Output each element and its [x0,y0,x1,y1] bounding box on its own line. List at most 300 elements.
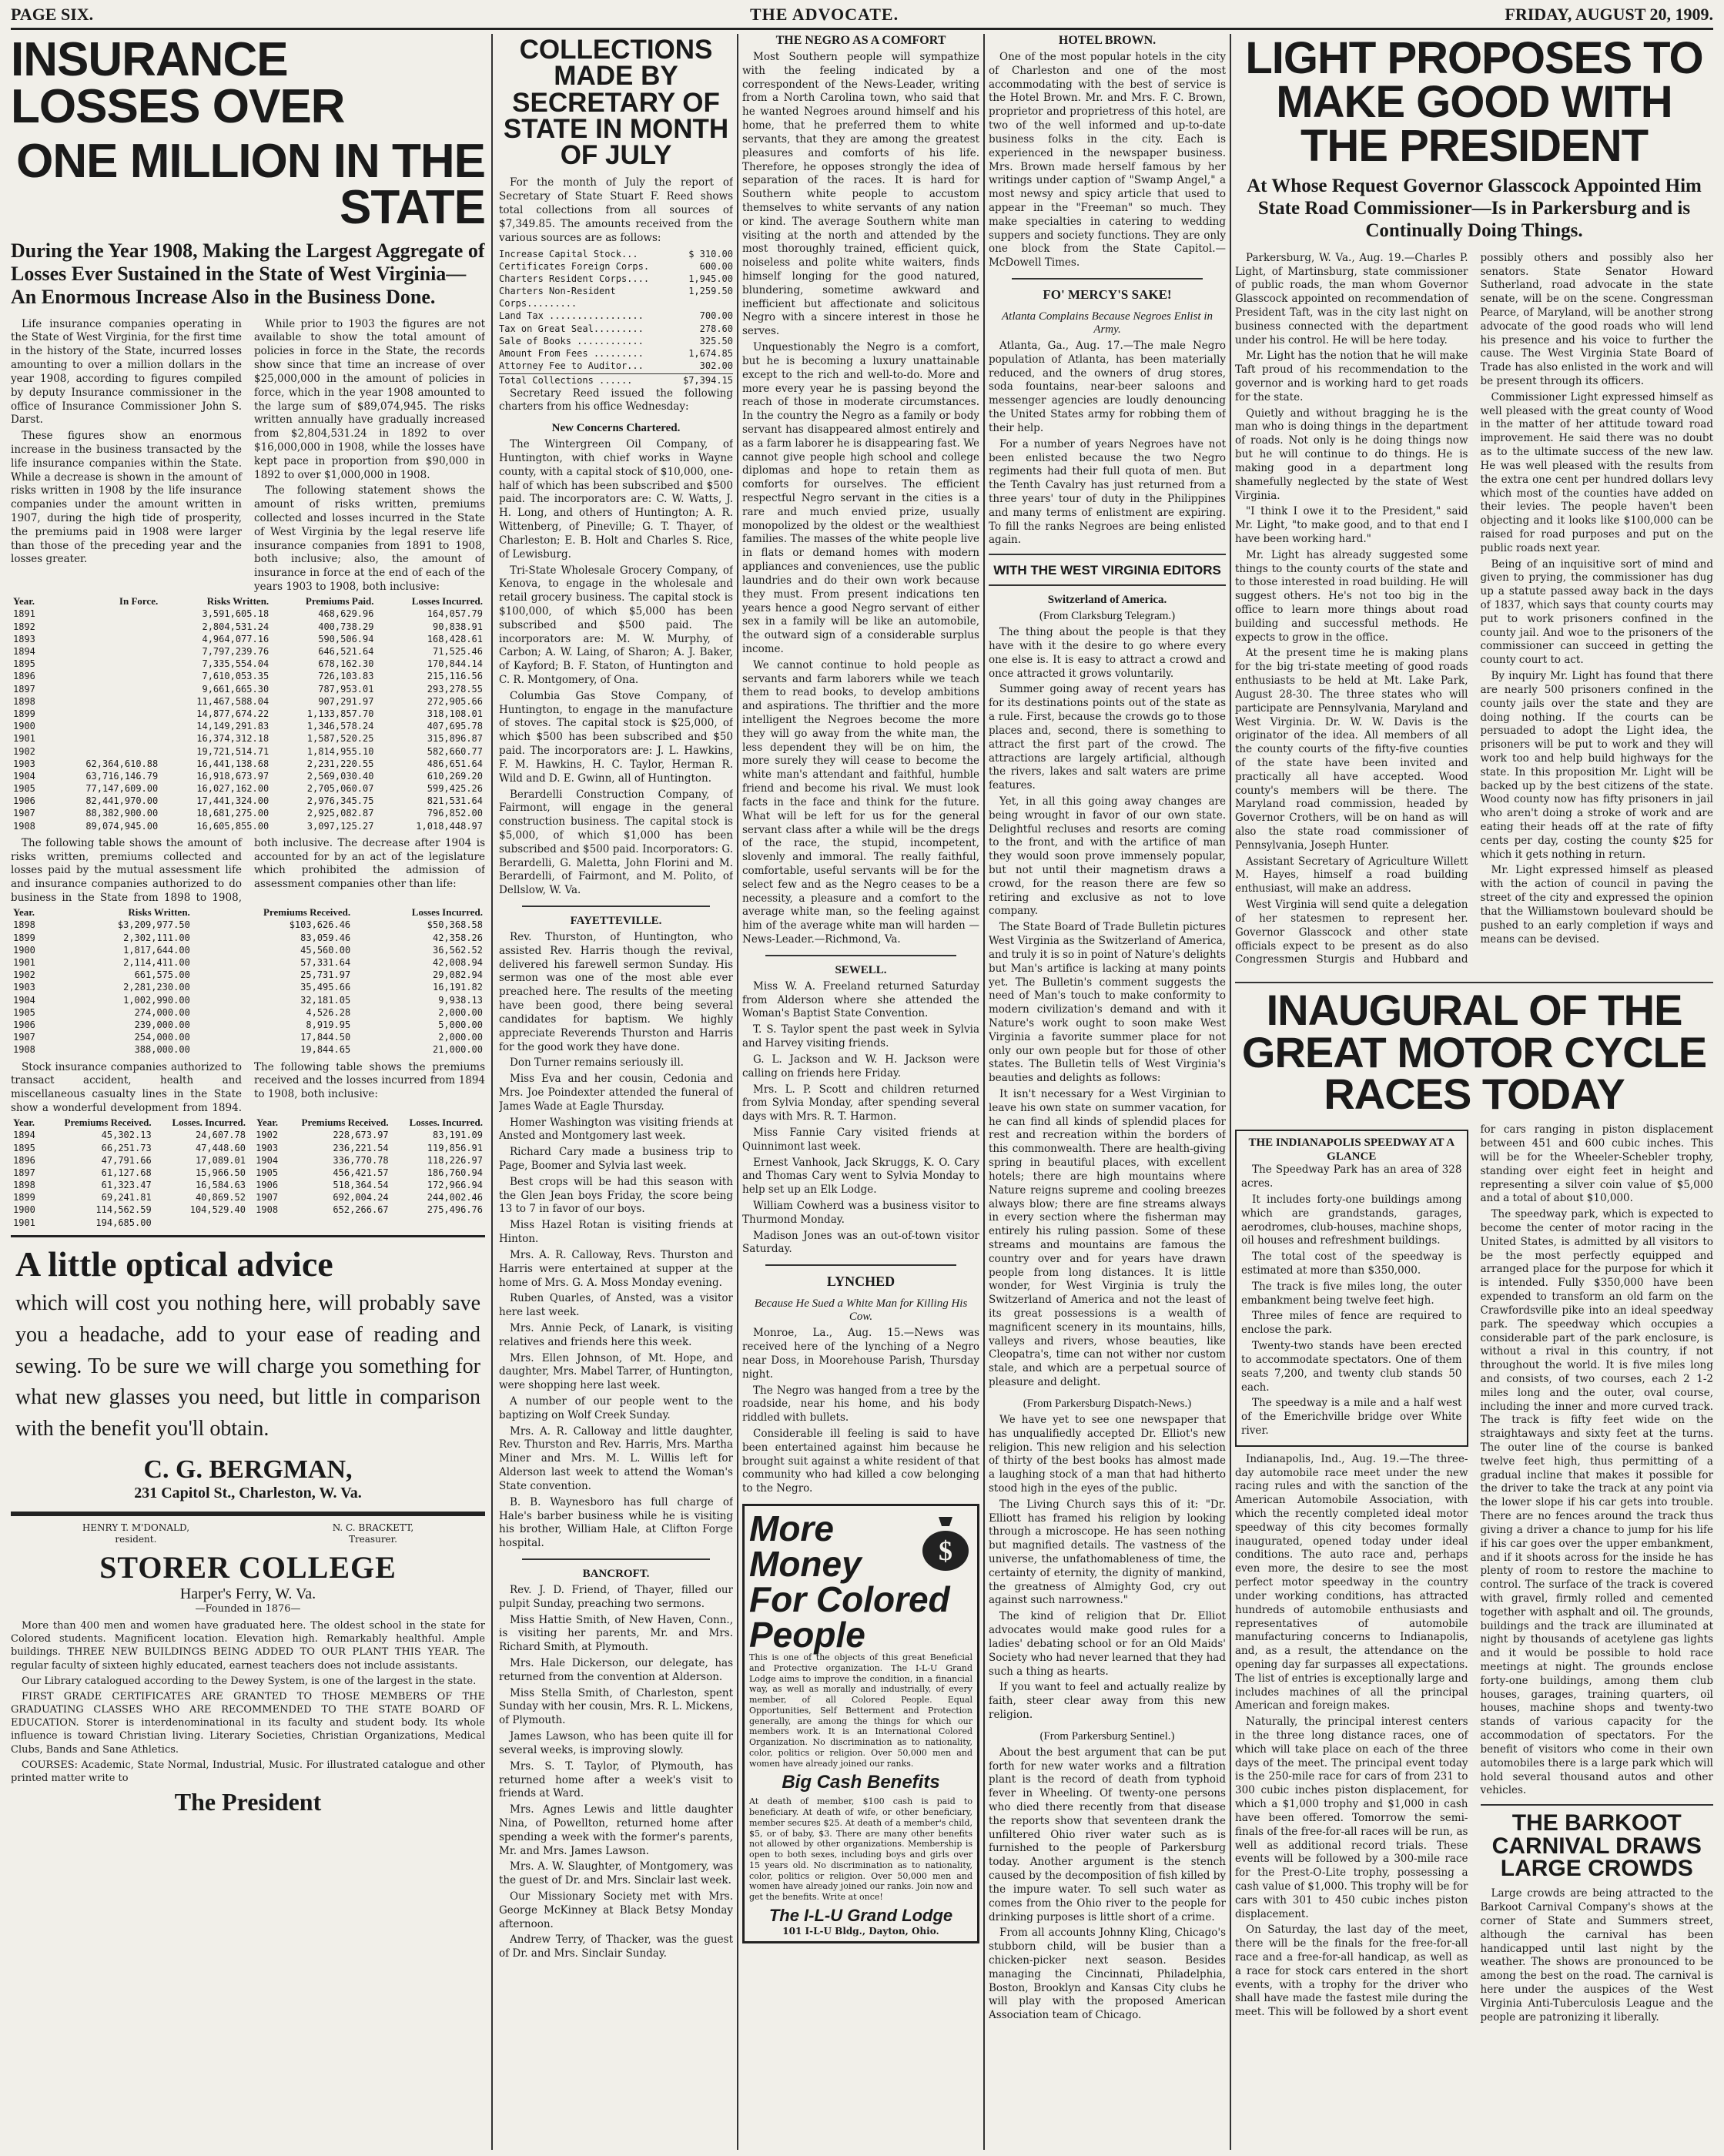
lynched-subhead: Because He Sued a White Man for Killing His Cow. [754,1297,968,1324]
table-cell: 40,869.52 [195,1192,246,1204]
table-cell: 1898 [13,1180,35,1191]
table-header: Premiums Received. [64,1116,152,1128]
news-item: Andrew Terry, of Thacker, was the guest of Dr. and Mrs. Sinclair Sunday. [499,1933,733,1960]
table-cell: 1907 [13,808,35,819]
stock-companies-table [11,1116,485,1229]
news-item: Ernest Vanhook, Jack Skruggs, K. O. Cary and Thomas Cary went to Sylvia Monday to help set up an Elk Lodge. [742,1156,979,1197]
article-paragraph: For the month of July the report of Secretary of State Stuart F. Reed shows total collections from all sources of $7,349.85. The amounts received from the various sources are as follows: [499,176,733,244]
table-cell: 57,331.64 [300,957,351,969]
officer-name: N. C. BRACKETT, [332,1522,414,1534]
table-cell: 15,966.50 [195,1167,246,1178]
table-row [11,969,485,981]
table-cell: 16,027,162.00 [196,783,269,795]
table-cell: 82,441,970.00 [85,795,159,807]
table-cell: 3,097,125.27 [306,820,374,832]
table-cell: 2,000.00 [438,1032,483,1043]
article-paragraph: West Virginia will send quite a delegation of her statesmen to represent her. Governor Glasscock and other state officials expect to be present as do also Congressmen Sturgis and Hubbard and possibly others and possibly also her senators. State Senator Howard Sutherland, road advocate in the state senate, will be on the scene. Congressman Pearce, of Maryland, will be another strong advocate of the good roads who will lend his presence and his voice to further the cause. The West Virginia State Board of Trade has also enlisted in the work and will be present through its officers. [1235,251,1713,966]
table-header: Year. [13,1116,35,1128]
table-cell: 1897 [13,683,35,695]
news-item: Mrs. A. R. Calloway, Revs. Thurston and Harris were entertained at supper at the home of Mrs. G. A. Moss Monday evening. [499,1248,733,1289]
table-cell: 104,529.40 [189,1204,246,1216]
optical-ad-name: C. G. BERGMAN, [143,1455,353,1485]
article-paragraph: From all accounts Johnny Kling, Chicago's stubborn child, will be busier than a chicken-picker next season. Besides managing the Cincinnati, Philadelphia, Boston, Brooklyn and Kansas City clubs he will play with the proposed American Association team of Chicago. [989,1927,1226,2022]
table-cell [280,1217,391,1229]
table-cell: 83,191.09 [432,1130,483,1141]
article-paragraph: Indianapolis, Ind., Aug. 19.—The three-day automobile race meet under the new racing rules and with the sanction of the American Automobile Association, with which the recently completed ideal motor speedway of this city becomes formally inaugurated, opened today under ideal conditions. The auto race and, perhaps even more, the desire to see the most perfect motor speedway in the country under working conditions, has attracted hundreds of automobile enthusiasts and representatives of automobile manufacturing concerns to Indianapolis, and, as a result, the attendance on the opening day far surpasses all expectations. The list of entries is exceptionally large and includes machines of all the principal American and foreign makes. [1235,1452,1468,1712]
table-cell: 47,448.60 [195,1142,246,1153]
table-cell: 1906 [13,1019,35,1030]
news-item: Miss Fannie Cary visited friends at Quinnimont last week. [742,1126,979,1153]
table-row [11,1179,485,1191]
article-paragraph: Life insurance companies operating in the State of West Virginia, for the first time in the history of the State, incurred losses amounting to over a million dollars in the year 1908, according to figures compiled by deputy Insurance commissioner in the office of Insurance Commissioner John S. Darst. [11,317,242,427]
table-row [11,1019,485,1031]
table-cell: 42,358.26 [432,932,483,943]
table-row [11,720,485,732]
table-cell: 88,382,900.00 [85,808,159,819]
table-header: Year. [13,594,35,607]
table-row [11,956,485,969]
table-cell: 2,925,082.87 [306,808,374,819]
table-cell: 1908 [13,820,35,832]
storer-paragraph: Our Library catalogued according to the Dewey System, is one of the largest in the state. [22,1675,477,1687]
table-cell: 2,302,111.00 [123,932,190,943]
table-row [11,758,485,770]
news-item: A number of our people went to the baptizing on Wolf Creek Sunday. [499,1395,733,1421]
motorcycle-headline: INAUGURAL OF THE GREAT MOTOR CYCLE RACES TODAY [1241,985,1707,1119]
table-cell [49,708,160,720]
light-deck: At Whose Request Governor Glasscock Appointed Him State Road Commissioner—Is in Parkersburg and is Continually Doing Things. [1247,176,1702,241]
table-cell: 796,852.00 [427,808,483,819]
news-item: Mrs. Hale Dickerson, our delegate, has returned from the convention at Alderson. [499,1657,733,1683]
table-row [11,708,485,720]
table-cell: 468,629.96 [318,608,374,620]
news-item: Homer Washington was visiting friends at Ansted and Montgomery last week. [499,1116,733,1143]
table-cell: 186,760.94 [427,1167,483,1178]
table-cell: 1897 [13,1167,35,1178]
news-item: Rev. J. D. Friend, of Thayer, filled our pulpit Sunday, preaching two sermons. [499,1583,733,1610]
table-cell: 456,421.57 [333,1167,389,1178]
dispatch-source: (From Parkersburg Dispatch-News.) [1023,1397,1192,1410]
money-ad-title: More Money For Colored People [749,1508,950,1655]
table-cell: 388,000.00 [134,1044,190,1056]
table-cell: 1,002,990.00 [123,994,190,1006]
article-paragraph: If you want to feel and actually realize by faith, steer clear away from this new religion. [989,1681,1226,1721]
motorcycle-body [1235,1123,1713,2024]
table-cell: 1893 [13,633,35,644]
table-cell: 16,584.63 [195,1180,246,1191]
column-insurance [11,34,485,2150]
table-cell: 9,661,665.30 [202,683,269,695]
table-cell: 47,791.66 [101,1154,152,1166]
article-paragraph: The following table shows the amount of risks written, premiums collected and losses paid by the mutual assessment life and insurance companies authorized to do business in the State from 1898 to 1908, both inclusive. The decrease after 1904 is accounted for by an act of the legislature which prohibited the admission of assessment companies other than life: [11,836,485,905]
list-item: Amount From Fees ......... 1,674.85 [499,348,733,360]
speedway-fact: Three miles of fence are required to enclose the park. [1241,1310,1462,1337]
table-header: Risks Written. [206,594,269,607]
list-item: Charters Non-Resident Corps......... 1,259.50 [499,286,733,310]
table-cell [49,683,160,695]
table-cell: 1895 [13,658,35,670]
insurance-headline-2: ONE MILLION IN THE STATE [16,134,485,235]
fayetteville-items [499,931,733,1551]
storer-title: STORER COLLEGE [99,1550,397,1585]
speedway-fact: It includes forty-one buildings among which are grandstands, garages, aerodromes, club-houses, machine shops, oil houses and refreshment buildings. [1241,1193,1462,1247]
table-cell: 2,281,230.00 [123,982,190,993]
table-row [11,633,485,645]
speedway-fact: The track is five miles long, the outer embankment being twelve feet high. [1241,1280,1462,1307]
table-cell: 336,770.78 [333,1154,389,1166]
storer-founded: —Founded in 1876— [195,1603,301,1615]
storer-paragraph: More than 400 men and women have graduated here. The oldest school in the state for Colored students. Magnificent location. Elevation high. Remarkably healthful. Ample buildings. THREE NEW BUILDINGS BEING ADDED TO OUR PLANT THIS YEAR. The regular faculty of sixteen highly educated, earnest teachers does not include assistants. [11,1620,485,1672]
table-cell: 1901 [13,733,35,745]
table-cell: 19,721,514.71 [196,745,269,757]
table-cell: 1899 [13,1192,35,1204]
table-header: Premiums Paid. [305,594,374,607]
table-cell: $103,626.46 [289,919,351,931]
article-paragraph: On Saturday, the last day of the meet, there will be the finals for the free-for-all race and a free-for-all handicap, as well as a race for stock cars entered in the short events, with a trophy for the driver who shall have made the fastest mile during the meet. This will be followed by a short event for cars ranging in piston displacement between 451 and 600 cubic inches. This will be for the Wheeler-Schebler trophy, standing over eight feet in height and representing a silver coin value of $5,000 and a total of about $10,000. [1235,1123,1713,2019]
table-cell: 62,364,610.88 [85,758,159,769]
table-cell: 661,575.00 [134,969,190,981]
insurance-headline-1: INSURANCE LOSSES OVER [11,34,345,133]
table-cell: 66,251.73 [101,1142,152,1153]
insurance-deck: During the Year 1908, Making the Largest Aggregate of Losses Ever Sustained in the State of West Virginia—An Enormous Increase Also in the Business Done. [11,239,485,308]
life-insurance-table [11,594,485,832]
money-bag-icon [919,1511,972,1572]
table-cell: 19,844.65 [300,1044,351,1056]
table-cell: 2,976,345.75 [306,795,374,807]
table-row [11,1204,485,1216]
mercy-subhead: Atlanta Complains Because Negroes Enlist in Army. [1001,310,1213,336]
table-row [11,981,485,993]
article-paragraph: Quietly and without bragging he is the man who is doing things in the department of roads. Not only is he doing things now but he will continue to do things. He is making good in a department long shamefully neglected by the state of West Virginia. [1235,407,1468,502]
article-paragraph: Tri-State Wholesale Grocery Company, of Kenova, to engage in the wholesale and retail grocery business. The capital stock is $100,000, of which $5,000 has been subscribed and $500 paid. The incorporators are: M. W. Murphy, of Carbon; A. W. Laing, of Sharon; A. J. Baker, of Kayford; B. F. Staton, of Huntington and C. R. Montgomery, of Ona. [499,564,733,687]
table-cell: 272,905.66 [427,695,483,707]
table-cell: 407,695.78 [427,721,483,732]
editors-head: WITH THE WEST VIRGINIA EDITORS [993,563,1221,578]
table-row [11,608,485,620]
collections-list [499,248,733,373]
table-cell: 42,008.94 [432,957,483,969]
table-cell: 1,346,578.24 [306,721,374,732]
storer-footer: The President [174,1788,322,1816]
table-row [11,745,485,758]
table-row [11,820,485,832]
officer-title: Treasurer. [348,1533,397,1545]
table-cell: 36,562.52 [432,944,483,956]
table-cell: 274,000.00 [134,1006,190,1018]
column-collections [499,34,733,2150]
article-paragraph: Monroe, La., Aug. 15.—News was received here of the lynching of a Negro near Doss, in Moorehouse Parish, Thursday night. [742,1327,979,1381]
money-ad-paragraph: At death of member, $100 cash is paid to beneficiary. At death of wife, or other beneficiary, member secures $25. At death of a member's child, $5, or of baby, $3. There are many other benefits not allowed by other organizations. Membership is open to both sexes, including boys and girls over 15 years old. No discrimination as to nationality, color, politics or religion. Over 50,000 men and women have already joined our ranks. Join now and get the benefits. Write at once! [749,1796,972,1902]
table-cell: 907,291.97 [318,695,374,707]
column-rule [491,34,493,2150]
table-cell: 1,587,520.25 [306,733,374,745]
bancroft-items [499,1584,733,1961]
news-item: Rev. Thurston, of Huntington, who assisted Rev. Harris though the revival, delivered his farewell sermon Sunday. His sermon was one of the most able ever preached here. The results of the meeting have been good, there being several candidates for baptism. We highly appreciate Reverends Thurston and Harris for the good work they have done. [499,931,733,1053]
table-cell: 692,004.24 [333,1192,389,1204]
optical-advice-ad [11,1235,485,1515]
storer-officers [11,1522,485,1545]
switzerland-head: Switzerland of America. [1047,594,1167,607]
column-comfort [742,34,979,2150]
speedway-fact: The total cost of the speedway is estimated at more than $350,000. [1241,1250,1462,1277]
speedway-fact: Twenty-two stands have been erected to accommodate spectators. One of them seats 7,200, and twenty club stands 50 each. [1241,1340,1462,1394]
list-item: Certificates Foreign Corps. 600.00 [499,260,733,272]
table-cell: 1902 [256,1130,279,1141]
column-rule [1230,34,1231,2150]
table-cell: 63,716,146.79 [85,770,159,782]
table-cell: 90,838.91 [432,621,483,632]
table-row [11,770,485,782]
table-cell: 486,651.64 [427,758,483,769]
table-row [11,695,485,708]
news-item: Don Turner remains seriously ill. [510,1056,684,1070]
table-cell: 7,335,554.04 [202,658,269,670]
table-header: Year. [13,906,35,918]
speedway-box-title: THE INDIANAPOLIS SPEEDWAY AT A GLANCE [1248,1137,1455,1163]
sentinel-source: (From Parkersburg Sentinel.) [1039,1729,1175,1743]
table-header: In Force. [119,594,159,607]
table-cell [49,633,160,645]
column-rule [737,34,738,2150]
table-cell: 1899 [13,932,35,943]
table-cell: 17,844.50 [300,1032,351,1043]
table-cell: 2,114,411.00 [123,957,190,969]
table-cell: 1895 [13,1142,35,1153]
table-cell: $50,368.58 [427,919,483,931]
table-cell: 16,918,673.97 [196,770,269,782]
news-item: B. B. Waynesboro has full charge of Hale's barber business while he is visiting his brother, William Hale, at Clifton Forge hospital. [499,1495,733,1550]
table-row [11,919,485,931]
column-light [1235,34,1713,2150]
table-cell: 1900 [13,1204,35,1216]
table-cell: 14,149,291.83 [196,721,269,732]
table-cell: 1896 [13,671,35,682]
table-cell: 69,241.81 [101,1192,152,1204]
table-cell: 1904 [256,1154,279,1166]
table-cell: 7,797,239.76 [202,646,269,658]
table-cell: 114,562.59 [95,1204,152,1216]
table-cell: 1900 [13,944,35,956]
table-cell: 400,738.29 [318,621,374,632]
column-rule [983,34,985,2150]
article-paragraph: These figures show an enormous increase in the business transacted by the life insurance companies within the State. While a decrease is shown in the amount of risks written in 1908 by the life insurance companies under the amount written in 1907, during the high tide of prosperity, the premiums paid in 1908 were larger than those of the preceding year and the losses greater. [11,430,242,566]
table-cell: 1903 [256,1142,279,1153]
article-paragraph: Mr. Light has the notion that he will make Taft proud of his recommendation to the governor and is working hard to get roads for the state. [1235,350,1468,403]
table-cell: 1905 [13,783,35,795]
table-cell: 244,002.46 [427,1192,483,1204]
new-concerns-subhead: New Concerns Chartered. [551,422,681,435]
table-row [11,1129,485,1141]
table-cell [49,621,160,633]
table-cell: 61,127.68 [101,1167,152,1178]
switzerland-source: (From Clarksburg Telegram.) [1039,610,1176,623]
newspaper-name: THE ADVOCATE. [750,5,899,24]
storer-college-ad [11,1514,485,1816]
article-paragraph: Considerable ill feeling is said to have been entertained against him because he brought suit against a white resident of that community who had killed a cow belonging to the Negro. [742,1427,979,1495]
light-headline: LIGHT PROPOSES TO MAKE GOOD WITH THE PRESIDENT [1245,34,1703,171]
article-paragraph: Most Southern people will sympathize with the feeling indicated by a correspondent of the News-Leader, writing from a North Carolina town, who said that he wanted Negroes around himself and his home, that he preferred them to white servants, that they are among the greatest pleasures and comforts of his life. Therefore, he opposes strongly the idea of separation of the races. It is hard for Southern white people to accustom themselves to white servants of any nation or kind. The average Southern white man visiting at the north and attended by the most thoroughly trained, efficient quick, noiseless and polite white waiters, finds himself longing for the good natured, blundering, sometime awkward and inefficient but affectionate and solicitous Negro with a sincere interest in those he serves. [742,51,979,338]
article-paragraph: Secretary Reed issued the following charters from his office Wednesday: [499,387,733,413]
article-paragraph: Atlanta, Ga., Aug. 17.—The male Negro population of Atlanta, has been materially reduced, and the owners of drug stores, soda fountains, near-beer saloons and messenger agencies are loudly denouncing the United States army for robbing them of their help. [989,340,1226,434]
article-paragraph: It isn't necessary for a West Virginian to leave his own state on summer vacation, for he can find all kinds of splendid places for rest and recreation within the borders of this commonwealth. There are health-giving spring in beautiful places, with excellent hotels; there are high mountains where Nature reigns supreme and cooling breezes always blow; there are fine streams always in every section where the fisherman may entirely his ruling passion. Some of these streams and mountains are famous the country over and for years have drawn people from long distances. It is little wonder, for West Virginia is truly the Switzerland of America and not the least of its great possessions is a wealth of magnificent scenery in its mountains, hills, valleys and rivers, whose beauties, like Cleopatra's, time can not wither nor custom stale, and which are a perpetual source of pleasure and delight. [989,1088,1226,1389]
article-paragraph: The Living Church says this of it: "Dr. Elliott has framed his religion by looking through a microscope. He has seen nothing but magnified details. The vastness of the universe, the unfathomableness of time, the certainty of eternity, the dignity of mankind, the greatness of Almighty God, cry out against such narrowness." [989,1498,1226,1607]
table-cell: 4,964,077.16 [202,633,269,644]
table-cell: 318,108.01 [427,708,483,719]
total-value: $7,394.15 [682,375,733,387]
table-cell: 16,374,312.18 [196,733,269,745]
article-paragraph: We cannot continue to hold people as servants and farm laborers while we teach them to read books, to develop ambitions and aspirations. The thriftier and the more intelligent the Negroes become the more they will go away from the white man, the less dependent they will be on him, the more surely they will cease to become the white man's attendant and faithful, humble friend and become his rival. We must look facts in the face and think for the future. What will be left for us for the general servant class after a while will be the dregs of the race, the stupid, incompetent, slovenly and immoral. The really faithful, comfortable, useful servants will be for the select few and as the Negro ceases to be a necessity, a pleasure and a comfort to the average white man, so the feeling against him of the average white man will harden —News-Leader.—Richmond, Va. [742,658,979,946]
table-cell [49,658,160,670]
table-cell: 1904 [13,994,35,1006]
table-cell: 3,591,605.18 [202,608,269,620]
table-cell: 164,057.79 [427,608,483,620]
table-cell: 119,856.91 [427,1142,483,1153]
news-item: Mrs. L. P. Scott and children returned from Sylvia Monday, after spending several days with Mrs. R. T. Harmon. [742,1083,979,1123]
collections-total [499,373,733,387]
table-cell: 1898 [13,919,35,931]
table-header: Premiums Received. [301,1116,389,1128]
table-cell: 236,221.54 [333,1142,389,1153]
table-row [11,782,485,795]
table-header: Losses Incurred. [411,906,483,918]
news-item: T. S. Taylor spent the past week in Sylvia and Harvey visiting friends. [742,1023,979,1050]
article-paragraph: Parkersburg, W. Va., Aug. 19.—Charles P. Light, of Martinsburg, state commissioner of public roads, the man whom Governor Glasscock appointed on recommendation of President Taft, was in the city last night on business connected with the department under his control. He will be here today. [1235,251,1468,346]
table-cell: 168,428.61 [427,633,483,644]
article-paragraph: One of the most popular hotels in the city of Charleston and one of the most accommodating with the best of service is the Hotel Brown. Mr. and Mrs. F. C. Brown, proprietor and proprietress of this hotel, are two of the well informed and up-to-date business folks in the city. Each is experienced in the newspaper business. Mrs. Brown made herself famous by her writings under caption of "Swamp Angel," a most newsy and spicy article that used to appear in the "Freeman" so much. They make specialties in catering to wedding suppers and society functions. They are only one block from the State Capitol.—McDowell Times. [989,51,1226,270]
table-cell: 1894 [13,1130,35,1141]
news-item: Madison Jones was an out-of-town visitor Saturday. [742,1229,979,1256]
officer-name: HENRY T. M'DONALD, [82,1522,190,1534]
article-paragraph: The Negro was hanged from a tree by the roadside, near his home, and his body riddled with bullets. [742,1384,979,1424]
table-cell: 1899 [13,708,35,719]
table-cell: 518,364.54 [333,1180,389,1191]
news-item: Richard Cary made a business trip to Page, Boomer and Sylvia last week. [499,1146,733,1173]
table-row [11,1191,485,1204]
table-header: Losses. Incurred. [172,1116,246,1128]
table-cell: 228,673.97 [333,1130,389,1141]
table-cell: 1892 [13,621,35,632]
article-paragraph: "I think I owe it to the President," said Mr. Light, "to make good, and to that end I have been working hard." [1235,505,1468,545]
mercy-head: FO' MERCY'S SAKE! [1043,287,1172,302]
table-cell: 25,731.97 [300,969,351,981]
article-paragraph: Large crowds are being attracted to the Barkoot Carnival Company's shows at the corner of State and Summers street, although the carnival has been handicapped until last night by the weather. The shows are pronounced to be among the best on the road. The carnival is here under the auspices of the West Virginia Anti-Tuberculosis League and the people are patronizing it liberally. [1480,1887,1713,2024]
article-paragraph: Yet, in all this going away changes are being wrought in favor of our own state. Delightful recluses and resorts are coming to the front, and with the artifice of man they would soon prove immensely popular, but not until their magnetism draws a crowd, for the reason there are few so retiring and exclusive as not to love company. [989,795,1226,918]
article-paragraph: Naturally, the principal interest centers in the three long distance races, one of which will take place on each of the three days of the meet. The principal event today is the 250-mile race for cars of from 231 to 300 cubic inches piston displacement, for which a $1,000 trophy and $1,000 in cash have been offered. Tomorrow the semi-finals of the free-for-all races will be run, as well as additional record trials. These events will be followed by a 300-mile race for the Prest-O-Lite trophy, possessing a cash value of $1,000. This trophy will be for cars with 301 to 450 cubic inches piston displacement. [1235,1716,1468,1920]
table-cell: 275,496.76 [427,1204,483,1216]
table-cell: 35,495.66 [300,982,351,993]
table-header: Premiums Received. [263,906,351,918]
article-paragraph: The following statement shows the amount of risks written, premiums collected and losses incurred in the State of West Virginia by the legal reserve life insurance companies from 1891 to 1908, both inclusive; also, the amount of insurance in force at the end of each of the years 1903 to 1908, both inclusive: [254,484,485,594]
table-header: Losses. Incurred. [409,1116,483,1128]
table-cell: 16,191.82 [432,982,483,993]
news-item: G. L. Jackson and W. H. Jackson were calling on friends here Friday. [742,1053,979,1080]
table-row [11,645,485,658]
news-item: Ruben Quarles, of Ansted, was a visitor here last week. [499,1292,733,1319]
table-cell: 1901 [13,1217,35,1228]
table-cell [154,1217,248,1229]
article-paragraph: The speedway park, which is expected to become the center of motor racing in the United States, is admitted by all visitors to be the most perfectly equipped and arranged place for the purpose for which it is intended. Fully $350,000 have been expended to transform an old farm on the Crawfordsville pike into an ideal speedway park. The speedway which occupies a considerable part of the park enclosure, is without a rival in this country, if not throughout the world. It is five miles long and consists, of two courses, each 2 1-2 miles long and the outer, oval course, including the inner and more curved track. The track is fifty feet wide on the straightaways and sixty feet at the turns. The outer line of the course is banked twelve feet high, thus permitting of a gradual incline that makes it possible for the driver to take the track at any point via the lower slope if his car gets into trouble. There are no fences around the track thus giving a driver a chance to jump for his life if his car goes over the upper embankment, and if it shoots across for the inside he has plenty of room to restore the machine to control. The surface of the track is covered with gravel, firmly rolled and cemented together with asphalt and oil. The grounds, buildings and the track are illuminated at night by thousands of acetylene gas lights and it would be possible to hold race meetings at night. The grounds enclose forty-one buildings, among them club houses, garages, training quarters, oil houses, machine shops and twenty-two stands of various capacity for the accommodation of spectators. For the benefit of visitors who come in their own automobiles there is a large park which will hold several thousand autos and other vehicles. [1480,1208,1713,1797]
article-paragraph: While prior to 1903 the figures are not available to show the total amount of policies in force in the State, the records show since that time an increase of over $25,000,000 in the amount of policies in force, which in the year 1908 amounted to the large sum of $89,074,945. The risks written annually have gradually increased from $2,804,531.24 in 1892 to over $16,000,000 in 1908, while the losses have kept pace in proportion from $90,000 in 1892 to over $1,000,000 in 1908. [254,317,485,481]
news-item: Miss Hattie Smith, of New Haven, Conn., is visiting her parents, Mr. and Mrs. Richard Smith, at Plymouth. [499,1613,733,1654]
optical-ad-address: 231 Capitol St., Charleston, W. Va. [134,1485,362,1502]
article-paragraph: The State Board of Trade Bulletin pictures West Virginia as the Switzerland of America, and truly it is so in point of Nature's delights but Man's artifice is lacking at many points yet. The Bulletin's comment suggests the need of Man's touch to make conformity to modern civilization's demand and with it Nature's work ought to soon make West Virginia a favorite summer place for not only our own people but for those of other states. The Bulletin tells of West Virginia's beauties and delights as follows: [989,921,1226,1085]
table-cell: 787,953.01 [318,683,374,695]
news-item: Mrs. A. R. Calloway and little daughter, Rev. Thurston and Rev. Harris, Mrs. Martha Miner and Mrs. M. L. Willis left for Alderson last week to attend the Woman's State convention. [499,1424,733,1492]
speedway-facts [1241,1163,1462,1438]
table-row [11,1142,485,1154]
table-cell: 16,605,855.00 [196,820,269,832]
table-cell: 254,000.00 [134,1032,190,1043]
table-cell: 45,560.00 [300,944,351,956]
table-cell: 17,441,324.00 [196,795,269,807]
table-cell: 118,226.97 [427,1154,483,1166]
table-cell: 1898 [13,695,35,707]
table-cell: $3,209,977.50 [117,919,190,931]
news-item: Mrs. A. W. Slaughter, of Montgomery, was the guest of Dr. and Mrs. Sinclair last week. [499,1860,733,1887]
speedway-fact: The speedway is a mile and a half west of the Emerichville bridge over White river. [1241,1397,1462,1437]
table-cell: 2,569,030.40 [306,770,374,782]
table-cell: 2,231,220.55 [306,758,374,769]
news-item: Mrs. S. T. Taylor, of Plymouth, has returned home after a week's visit to friends at Ward. [499,1759,733,1800]
table-header: Risks Written. [128,906,190,918]
table-cell: 652,266.67 [333,1204,389,1216]
table-header: Losses Incurred. [411,594,483,607]
insurance-body-2 [11,837,485,906]
table-row [11,1217,485,1229]
table-cell: 17,089.01 [195,1154,246,1166]
table-cell: 170,844.14 [427,658,483,670]
article-paragraph: Mr. Light has already suggested some things to the county courts of the state and to those interested in road building. He will suggest others. He's not too big in the office to learn more things about road building and successful methods. He expects to grow in the office. [1235,548,1468,644]
table-cell: 293,278.55 [427,683,483,695]
optical-ad-headline: A little optical advice [15,1244,333,1284]
table-cell: 646,521.64 [318,646,374,658]
table-cell: 1900 [13,721,35,732]
table-cell: 1905 [13,1006,35,1018]
list-item: Sale of Books ............ 325.50 [499,335,733,346]
barkoot-headline: THE BARKOOT CARNIVAL DRAWS LARGE CROWDS [1491,1810,1702,1881]
table-row [11,944,485,956]
news-item: Mrs. Ellen Johnson, of Mt. Hope, and daughter, Mrs. Mabel Tarrer, of Huntington, were shopping here last week. [499,1351,733,1392]
money-ad-paragraph: This is one of the objects of this great Beneficial and Protective organization. The I-L-U Grand Lodge aims to improve the condition, in a financial way, as well as morally and industrially, of every member, of all Colored People. Equal Opportunities, Self Betterment and Protection generally, are among the things for which our members work. It is an International Colored Organization. No discrimination as to nationality, color, politics or religion. Over 50,000 men and women have already joined our ranks. [749,1652,972,1769]
table-cell: 2,804,531.24 [202,621,269,632]
table-cell: 215,116.56 [427,671,483,682]
total-label: Total Collections ...... [499,375,633,387]
news-item: Mrs. Agnes Lewis and little daughter Nina, of Powellton, returned home after spending a week with the former's parents, Mr. and Mrs. James Lawson. [499,1803,733,1857]
table-row [11,1031,485,1043]
article-paragraph: Mr. Light expressed himself as pleased with the action of council in paving the street of the city and expressed the opinion that the Williamstown boulevard should be pushed to an early completion if ways and means can be devised. [1480,864,1713,946]
light-body [1235,252,1713,976]
article-paragraph: Stock insurance companies authorized to transact accident, health and miscellaneous casualty lines in the State show a wonderful development from 1894. The following table shows the premiums received and the losses incurred from 1894 to 1908, both inclusive: [11,1060,485,1114]
table-cell: 1,018,448.97 [416,820,483,832]
news-item: Miss Stella Smith, of Charleston, spent Sunday with her cousin, Mrs. R. L. Mickens, of Plymouth. [499,1686,733,1727]
news-item: Our Missionary Society met with Mrs. George McKinney at Black Betsy Monday afternoon. [499,1890,733,1930]
bancroft-head: BANCROFT. [582,1567,650,1580]
list-item: Charters Resident Corps.... 1,945.00 [499,273,733,284]
table-header: Year. [256,1116,279,1128]
table-cell [49,695,160,708]
storer-paragraph: FIRST GRADE CERTIFICATES ARE GRANTED TO THOSE MEMBERS OF THE GRADUATING CLASSES WHO ARE RECOMMENDED TO THE STATE BOARD OF EDUCATION. Storer is interdenominational in its faculty and student body. Its whole influence is toward Christian living. Literary Societies, Christian Organizations, Medical Clubs, Bands and Sane Athletics. [11,1690,485,1756]
table-cell: 1,814,955.10 [306,745,374,757]
article-paragraph: Berardelli Construction Company, of Fairmont, will engage in the general construction business. The capital stock is $5,000, of which $1,000 has been subscribed and $500 paid. Incorporators: G. Berardelli, G. Maletta, John Florini and M. Berardelli, of Fairmont, and M. Polito, of Dellslow, W. Va. [499,788,733,897]
article-paragraph: Summer going away of recent years has for its destinations points out of the state as a rule. First, because the crowds go to those places and, second, there is something to attract the first part of the crowd. The attractions are largely artificial, although the rivers, lakes and salt waters are prime features. [989,683,1226,792]
table-row [11,994,485,1006]
table-cell [248,1217,280,1229]
table-cell: 11,467,588.04 [196,695,269,707]
list-item: Tax on Great Seal......... 278.60 [499,323,733,334]
table-cell: 610,269.20 [427,770,483,782]
table-cell [391,1217,485,1229]
news-item: James Lawson, who has been quite ill for several weeks, is improving slowly. [499,1730,733,1756]
